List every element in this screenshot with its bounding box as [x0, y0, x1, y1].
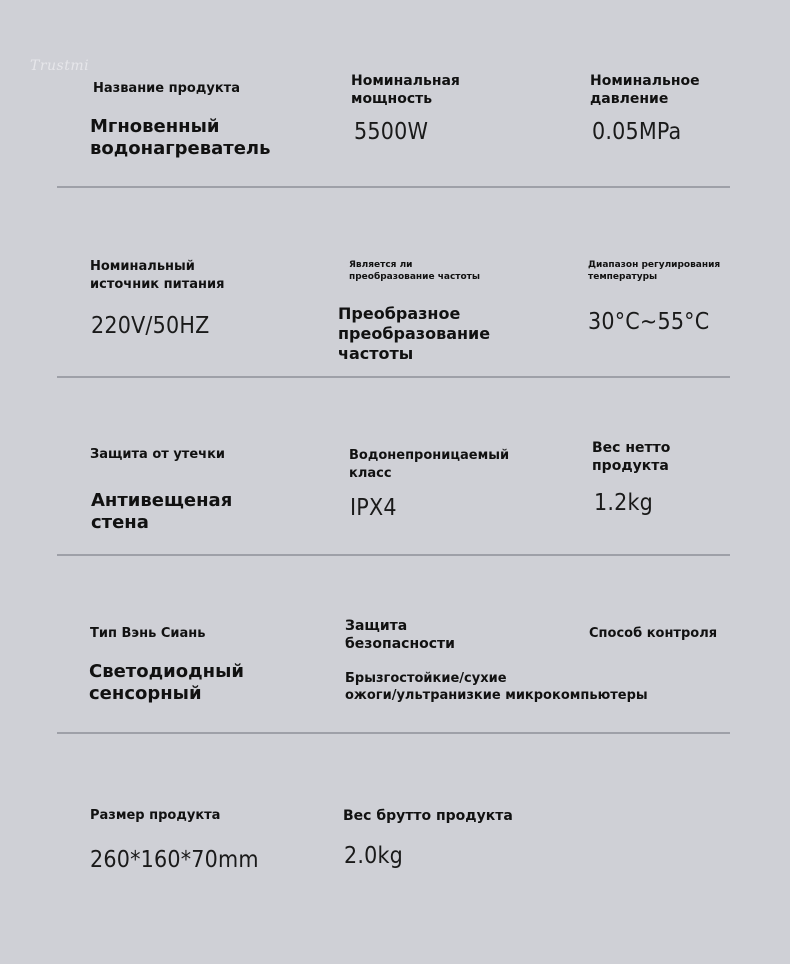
spec-value-display-type: Светодиодный сенсорный — [89, 661, 244, 704]
spec-label-waterproof-class: Водонепроницаемый класс — [349, 448, 510, 481]
spec-label-control-method: Способ контроля — [589, 626, 718, 641]
spec-value-power-supply: 220V/50HZ — [91, 313, 210, 339]
spec-label-safety-protection: Защита безопасности — [345, 618, 455, 652]
spec-value-rated-power: 5500W — [354, 119, 429, 145]
row-divider — [57, 376, 730, 378]
spec-value-gross-weight: 2.0kg — [344, 843, 404, 869]
spec-label-frequency-conversion: Является ли преобразование частоты — [349, 260, 481, 282]
spec-label-rated-power: Номинальная мощность — [351, 73, 460, 107]
row-divider — [57, 554, 730, 556]
spec-label-product-name: Название продукта — [93, 81, 240, 96]
spec-value-temperature-range: 30°C~55°C — [588, 309, 710, 335]
spec-value-rated-pressure: 0.05MPa — [592, 119, 682, 145]
spec-label-product-size: Размер продукта — [90, 808, 221, 823]
brand-watermark: Trustmi — [30, 58, 90, 74]
row-divider — [57, 186, 730, 188]
spec-value-net-weight: 1.2kg — [594, 490, 654, 516]
spec-value-product-size: 260*160*70mm — [90, 847, 259, 873]
spec-value-leakage-protection: Антивещеная стена — [91, 490, 233, 533]
spec-label-rated-pressure: Номинальное давление — [590, 73, 700, 107]
spec-value-product-name: Мгновенный водонагреватель — [90, 116, 271, 159]
spec-label-net-weight: Вес нетто продукта — [592, 440, 671, 474]
spec-label-temperature-range: Диапазон регулирования температуры — [588, 260, 721, 282]
spec-label-gross-weight: Вес брутто продукта — [343, 808, 513, 824]
spec-label-power-supply: Номинальный источник питания — [90, 259, 225, 292]
spec-value-frequency-conversion: Преобразное преобразование частоты — [338, 304, 491, 363]
spec-label-display-type: Тип Вэнь Сиань — [90, 626, 206, 641]
spec-value-safety-protection: Брызгостойкие/сухие ожоги/ультранизкие микрокомпьютеры — [345, 671, 648, 703]
spec-value-waterproof-class: IPX4 — [350, 495, 397, 521]
spec-label-leakage-protection: Защита от утечки — [90, 447, 225, 462]
row-divider — [57, 732, 730, 734]
